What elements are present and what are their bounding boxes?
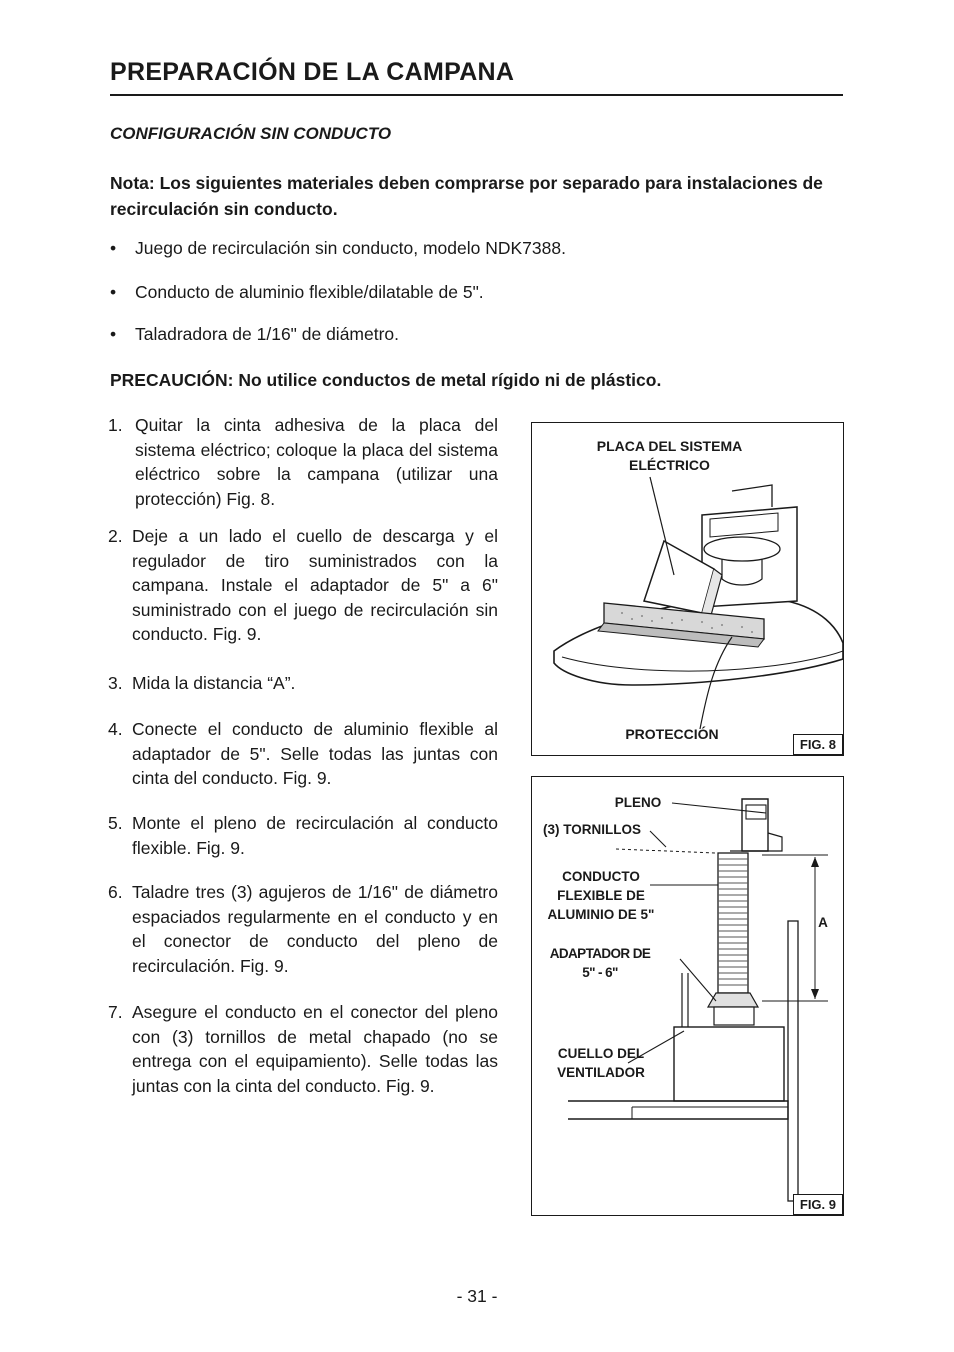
- bullet-item: • Taladradora de 1/16" de diámetro.: [110, 324, 400, 344]
- page-number: - 31 -: [456, 1286, 498, 1306]
- title-rule: [110, 94, 843, 96]
- step-item: 3. Mida la distancia “A”.: [108, 673, 296, 693]
- bullet-item: • Juego de recirculación sin conducto, modelo NDK7388.: [110, 238, 566, 258]
- fig9-pleno-label: PLENO: [614, 795, 662, 810]
- fig8-bottom-callout: PROTECCIÓN: [625, 726, 719, 742]
- fig9-label: FIG. 9: [793, 1194, 843, 1215]
- bullet-icon: •: [110, 238, 117, 258]
- caution-text: PRECAUCIÓN: No utilice conductos de metal rígido ni de plástico.: [110, 370, 662, 390]
- section-subtitle: CONFIGURACIÓN SIN CONDUCTO: [110, 124, 392, 143]
- fig9-tornillos-label: (3) TORNILLOS: [542, 822, 641, 837]
- fig8-label: FIG. 8: [793, 734, 843, 755]
- duct-assembly-illustration: [532, 777, 843, 1215]
- step-item: 7. Asegure el conducto en el conector del pleno con (3) tornillos de metal chapado (no se entrega con el equipamiento). Selle todas las juntas con la cinta del conducto. Fig. 9.: [108, 1002, 498, 1096]
- step-item: 5. Monte el pleno de recirculación al conducto flexible. Fig. 9.: [108, 813, 498, 858]
- step-item: 2. Deje a un lado el cuello de descarga y el regulador de tiro suministrados con la campana. Instale el adaptador de 5" a 6" suministrado con el juego de recirculación sin conducto. Fig. 9.: [108, 526, 498, 644]
- fig9-dimension-a: A: [818, 915, 828, 930]
- page-title: PREPARACIÓN DE LA CAMPANA: [110, 58, 515, 86]
- step-item: 4. Conecte el conducto de aluminio flexible al adaptador de 5". Selle todas las juntas con cinta del conducto. Fig. 9.: [108, 719, 498, 788]
- bullet-icon: •: [110, 324, 117, 344]
- figure-8: [531, 422, 844, 756]
- fig9-conducto-label: CONDUCTO FLEXIBLE DE ALUMINIO DE 5": [547, 869, 655, 922]
- step-item: 6. Taladre tres (3) agujeros de 1/16" de diámetro espaciados regularmente en el conducto y en el conector de conducto del pleno de recirculación. Fig. 9.: [108, 882, 498, 976]
- bullet-icon: •: [110, 282, 117, 302]
- figure-9: [531, 776, 844, 1216]
- fig9-cuello-label: CUELLO DEL VENTILADOR: [557, 1046, 645, 1080]
- step-item: 1. Quitar la cinta adhesiva de la placa del sistema eléctrico; coloque la placa del sistema eléctrico sobre la campana (utilizar una protección) Fig. 8.: [108, 415, 498, 509]
- materials-note: Nota: Los siguientes materiales deben comprarse por separado para instalaciones de recirculación sin conducto.: [110, 173, 823, 219]
- bullet-item: • Conducto de aluminio flexible/dilatable de 5".: [110, 282, 484, 302]
- fig8-top-callout: PLACA DEL SISTEMA ELÉCTRICO: [596, 438, 743, 473]
- fig9-adaptador-label: ADAPTADOR DE 5" - 6": [549, 946, 651, 980]
